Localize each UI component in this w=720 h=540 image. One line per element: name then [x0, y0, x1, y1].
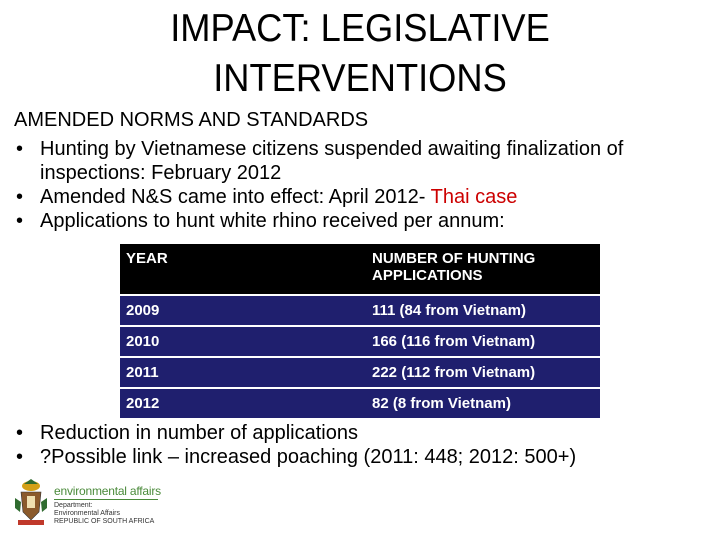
- cell-year: 2011: [120, 357, 368, 388]
- title-line-1: IMPACT: LEGISLATIVE: [170, 7, 550, 50]
- bullet-item: [14, 137, 720, 185]
- coat-of-arms-icon: [12, 478, 50, 528]
- bullet-text: Reduction in number of applications: [40, 422, 358, 444]
- header-year: YEAR: [120, 244, 368, 295]
- bullet-text: ?Possible link – increased poaching (2011: 448; 2012: 500+): [40, 446, 577, 468]
- cell-year: 2010: [120, 326, 368, 357]
- logo-dept-line2: Environmental Affairs: [54, 510, 121, 517]
- bullet-text: Amended N&S came into effect: April 2012-: [40, 186, 431, 208]
- logo-dept-line1: Department:: [54, 502, 93, 509]
- logo-dept-line3: REPUBLIC OF SOUTH AFRICA: [54, 518, 155, 525]
- slide-title: [25, 4, 695, 104]
- bottom-bullet-list: [14, 421, 720, 469]
- cell-applications: 111 (84 from Vietnam): [368, 295, 600, 326]
- bullet-item: [14, 445, 720, 469]
- bullet-item: [14, 185, 720, 209]
- thai-case-highlight: Thai case: [430, 186, 518, 208]
- bullet-item: [14, 421, 720, 445]
- table-header-row: [120, 244, 600, 295]
- cell-year: 2009: [120, 295, 368, 326]
- top-bullet-list: [14, 137, 720, 233]
- bullet-item: [14, 209, 720, 233]
- cell-applications: 222 (112 from Vietnam): [368, 357, 600, 388]
- applications-table: [120, 244, 600, 418]
- header-applications: NUMBER OF HUNTING APPLICATIONS: [368, 244, 600, 295]
- table-row: [120, 326, 600, 357]
- logo-text-block: [54, 484, 161, 526]
- table-row: [120, 388, 600, 418]
- department-logo: [12, 478, 160, 530]
- bullet-text: Hunting by Vietnamese citizens suspended awaiting finalization of inspections: February 2012: [40, 138, 624, 184]
- title-line-2: INTERVENTIONS: [213, 57, 507, 100]
- table-row: [120, 357, 600, 388]
- cell-applications: 82 (8 from Vietnam): [368, 388, 600, 418]
- logo-brand: environmental affairs: [54, 484, 161, 498]
- table-row: [120, 295, 600, 326]
- cell-year: 2012: [120, 388, 368, 418]
- logo-divider: [54, 499, 158, 500]
- section-subheading: AMENDED NORMS AND STANDARDS: [14, 109, 369, 131]
- bullet-text: Applications to hunt white rhino received per annum:: [40, 210, 505, 232]
- cell-applications: 166 (116 from Vietnam): [368, 326, 600, 357]
